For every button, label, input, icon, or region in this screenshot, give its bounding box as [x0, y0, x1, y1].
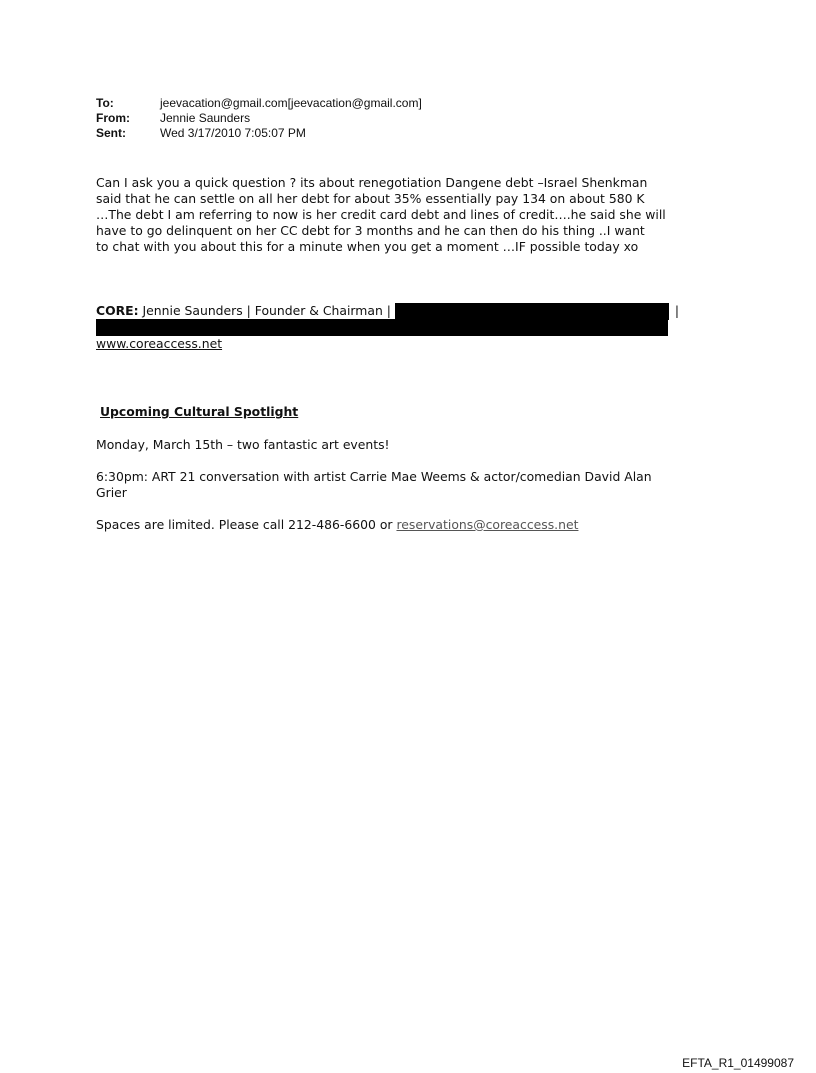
redaction-box [96, 319, 668, 336]
spaces-text: Spaces are limited. Please call 212-486-6600 or [96, 517, 397, 532]
events-date-line: Monday, March 15th – two fantastic art events! [96, 437, 390, 452]
reservations-email-link[interactable]: reservations@coreaccess.net [396, 517, 579, 532]
website-link[interactable]: www.coreaccess.net [96, 336, 223, 351]
event-description [96, 469, 652, 501]
spotlight-title: Upcoming Cultural Spotlight [100, 404, 299, 419]
message-line: …The debt I am referring to now is her credit card debt and lines of credit….he said she will [96, 207, 666, 222]
to-value: jeevacation@gmail.com[jeevacation@gmail.com] [160, 96, 422, 110]
document-id: EFTA_R1_01499087 [682, 1056, 794, 1070]
signature-trailing-pipe: | [674, 303, 680, 318]
to-label: To: [96, 96, 114, 110]
event-line: 6:30pm: ART 21 conversation with artist Carrie Mae Weems & actor/comedian David Alan [96, 469, 652, 484]
sent-label: Sent: [96, 126, 126, 140]
from-row [96, 111, 422, 126]
signature-brand: CORE: [96, 303, 139, 318]
sent-row [96, 126, 422, 141]
from-value: Jennie Saunders [160, 111, 251, 125]
signature-block [96, 303, 679, 336]
spaces-line [96, 517, 578, 533]
sent-value: Wed 3/17/2010 7:05:07 PM [160, 126, 306, 140]
event-line: Grier [96, 485, 127, 500]
signature-line [96, 303, 679, 319]
message-line: said that he can settle on all her debt for about 35% essentially pay 134 on about 580 K [96, 191, 645, 206]
message-body [96, 175, 666, 255]
to-row [96, 96, 422, 111]
message-line: to chat with you about this for a minute when you get a moment …IF possible today xo [96, 239, 639, 254]
message-line: Can I ask you a quick question ? its about renegotiation Dangene debt –Israel Shenkman [96, 175, 648, 190]
signature-text: Jennie Saunders | Founder & Chairman | [138, 303, 391, 318]
from-label: From: [96, 111, 130, 125]
message-line: have to go delinquent on her CC debt for 3 months and he can then do his thing ..I want [96, 223, 645, 238]
email-header [96, 96, 422, 141]
redaction-box [395, 303, 669, 320]
